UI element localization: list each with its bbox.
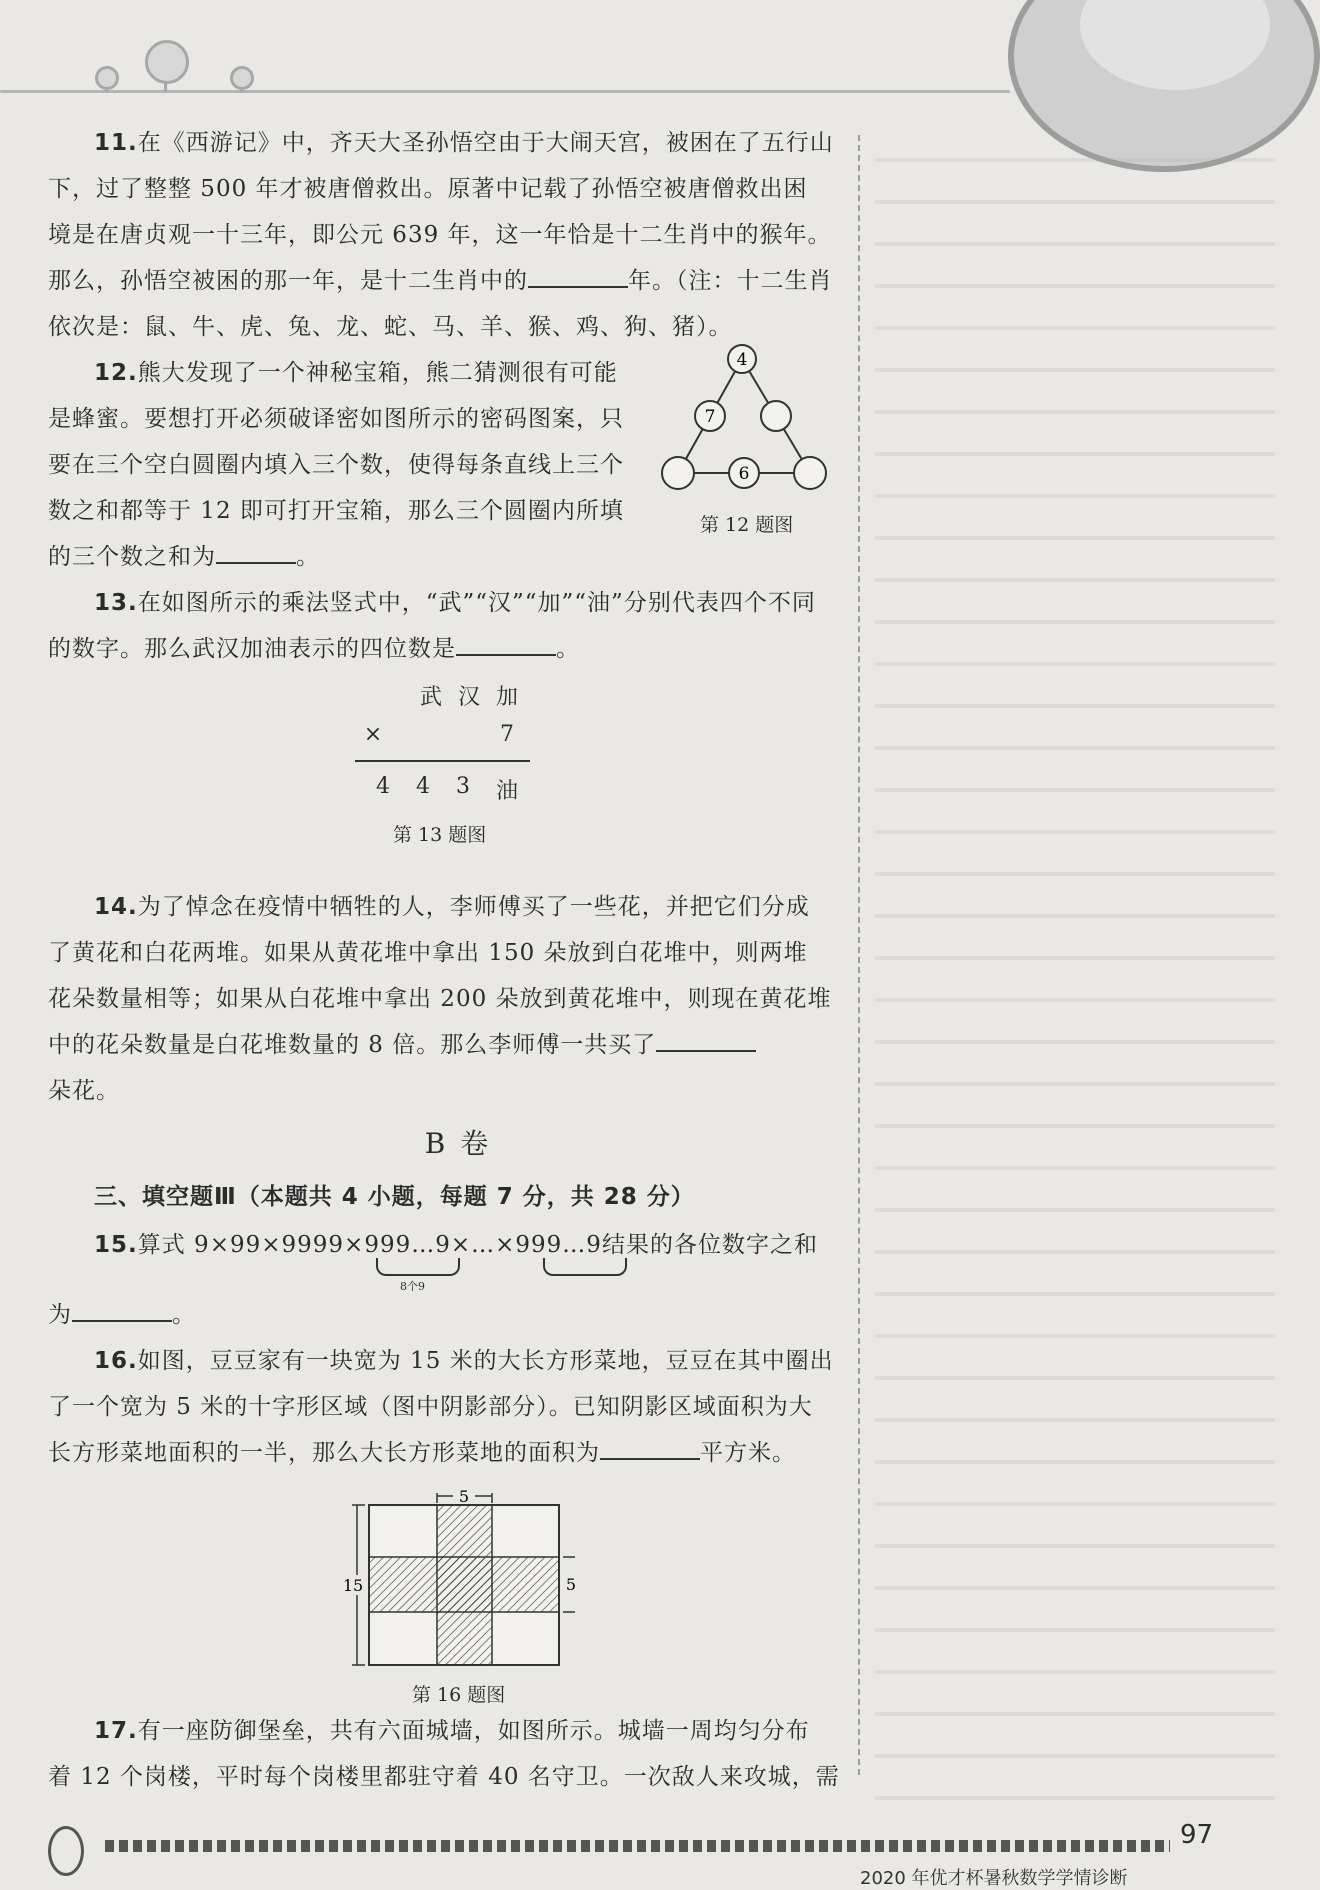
question-text: 。: [296, 544, 320, 570]
nine-run-1: 999…9: [364, 1232, 451, 1258]
page-number: 97: [1180, 1820, 1214, 1850]
product-digit: 4: [416, 774, 430, 799]
question-text: 那么，孙悟空被困的那一年，是十二生肖中的: [48, 268, 528, 294]
product-digit: 4: [376, 774, 390, 799]
answer-blank[interactable]: [600, 1434, 700, 1460]
circle-value-left: 7: [704, 407, 716, 427]
answer-blank[interactable]: [72, 1296, 172, 1322]
question-text: 的三个数之和为: [48, 544, 216, 570]
product-digit: 3: [456, 774, 470, 799]
question-text: 平方米。: [700, 1440, 796, 1466]
circle-value-top: 4: [736, 350, 748, 370]
question-number: 14.: [94, 894, 138, 920]
section-heading: 三、填空题Ⅲ（本题共 4 小题，每题 7 分，共 28 分）: [94, 1184, 695, 1210]
multiplication-rule: [355, 760, 530, 762]
multiplier: 7: [500, 722, 514, 747]
question-11: [48, 120, 868, 350]
figure-12: [650, 345, 850, 525]
underbrace-2: [543, 1258, 627, 1276]
question-text: 在《西游记》中，齐天大圣孙悟空由于大闹天宫，被困在了五行山: [137, 130, 834, 156]
question-14: [48, 884, 868, 1114]
question-number: 16.: [94, 1348, 138, 1374]
question-text: 如图，豆豆家有一块宽为 15 米的大长方形菜地，豆豆在其中圈出: [137, 1348, 834, 1374]
apple-icon: [48, 1826, 84, 1876]
circle-bottom-right-empty[interactable]: [794, 457, 826, 489]
answer-blank[interactable]: [216, 538, 296, 564]
figure-16: [342, 1485, 585, 1685]
question-text: 数之和都等于 12 即可打开宝箱，那么三个圆圈内所填: [48, 498, 624, 524]
figure-13-caption: 第 13 题图: [393, 824, 487, 846]
figure-12-caption: 第 12 题图: [700, 514, 794, 536]
question-text: 年。（注：十二生肖: [628, 268, 833, 294]
question-number: 13.: [94, 590, 138, 616]
question-text: 在如图所示的乘法竖式中，“武”“汉”“加”“油”分别代表四个不同: [137, 590, 816, 616]
answer-blank[interactable]: [528, 262, 628, 288]
question-number: 11.: [94, 130, 138, 156]
digit-you: 油: [495, 779, 518, 804]
question-text: 朵花。: [48, 1078, 120, 1104]
question-17: [48, 1708, 868, 1800]
question-number: 15.: [94, 1232, 138, 1258]
question-text: 。: [556, 636, 580, 662]
dim-label-right: 5: [565, 1575, 577, 1594]
question-text: 了黄花和白花两堆。如果从黄花堆中拿出 150 朵放到白花堆中，则两堆: [48, 940, 808, 966]
section-b-title: B 卷: [424, 1127, 492, 1160]
header-rule: [0, 90, 1010, 93]
answer-blank[interactable]: [456, 630, 556, 656]
question-text: 中的花朵数量是白花堆数量的 8 倍。那么李师傅一共买了: [48, 1032, 657, 1058]
question-number: 12.: [94, 360, 138, 386]
flower-icon: [230, 66, 254, 90]
question-text: 为了悼念在疫情中牺牲的人，李师傅买了一些花，并把它们分成: [137, 894, 810, 920]
brace-label: 8个9: [400, 1280, 425, 1293]
lollipop-icon: [145, 40, 189, 84]
dim-label-left: 15: [342, 1576, 364, 1595]
question-text: 着 12 个岗楼，平时每个岗楼里都驻守着 40 名守卫。一次敌人来攻城，需: [48, 1764, 840, 1790]
vertical-multiplication: [355, 680, 535, 816]
digit-jia: 加: [495, 685, 518, 710]
question-text: 是蜂蜜。要想打开必须破译密如图所示的密码图案，只: [48, 406, 624, 432]
question-number: 17.: [94, 1718, 138, 1744]
question-text: 结果的各位数字之和: [601, 1232, 818, 1258]
footer-dotted-rule: [105, 1840, 1170, 1852]
question-text: ×…×: [450, 1232, 516, 1258]
digit-han: 汉: [457, 685, 480, 710]
question-text: 的数字。那么武汉加油表示的四位数是: [48, 636, 456, 662]
question-text: 长方形菜地面积的一半，那么大长方形菜地的面积为: [48, 1440, 600, 1466]
bleed-through-area: [875, 120, 1275, 1820]
answer-blank[interactable]: [656, 1026, 756, 1052]
flower-icon: [95, 66, 119, 90]
digit-wu: 武: [419, 685, 442, 710]
question-text: 。: [172, 1302, 196, 1328]
question-15: [48, 1220, 868, 1338]
question-text: 要在三个空白圆圈内填入三个数，使得每条直线上三个: [48, 452, 624, 478]
dim-label-top: 5: [458, 1487, 470, 1506]
question-text: 熊大发现了一个神秘宝箱，熊二猜测很有可能: [137, 360, 618, 386]
circle-bottom-left-empty[interactable]: [662, 457, 694, 489]
question-text: 境是在唐贞观一十三年，即公元 639 年，这一年恰是十二生肖中的猴年。: [48, 222, 832, 248]
question-text: 有一座防御堡垒，共有六面城墙，如图所示。城墙一周均匀分布: [137, 1718, 810, 1744]
circle-right-empty[interactable]: [761, 401, 791, 431]
question-text: 算式 9×99×9999×: [137, 1232, 365, 1258]
footer-title: 2020 年优才杯暑秋数学学情诊断: [860, 1868, 1128, 1889]
underbrace-1: [376, 1258, 460, 1276]
question-text: 花朵数量相等；如果从白花堆中拿出 200 朵放到黄花堆中，则现在黄花堆: [48, 986, 832, 1012]
nine-run-2: 999…9: [515, 1232, 602, 1258]
question-text: 为: [48, 1302, 72, 1328]
times-sign: ×: [363, 722, 383, 747]
question-text: 依次是：鼠、牛、虎、兔、龙、蛇、马、羊、猴、鸡、狗、猪）。: [48, 314, 733, 340]
question-text: 了一个宽为 5 米的十字形区域（图中阴影部分）。已知阴影区域面积为大: [48, 1394, 813, 1420]
question-text: 下，过了整整 500 年才被唐僧救出。原著中记载了孙悟空被唐僧救出困: [48, 176, 808, 202]
circle-value-bottom: 6: [738, 464, 750, 484]
figure-16-caption: 第 16 题图: [412, 1684, 506, 1706]
